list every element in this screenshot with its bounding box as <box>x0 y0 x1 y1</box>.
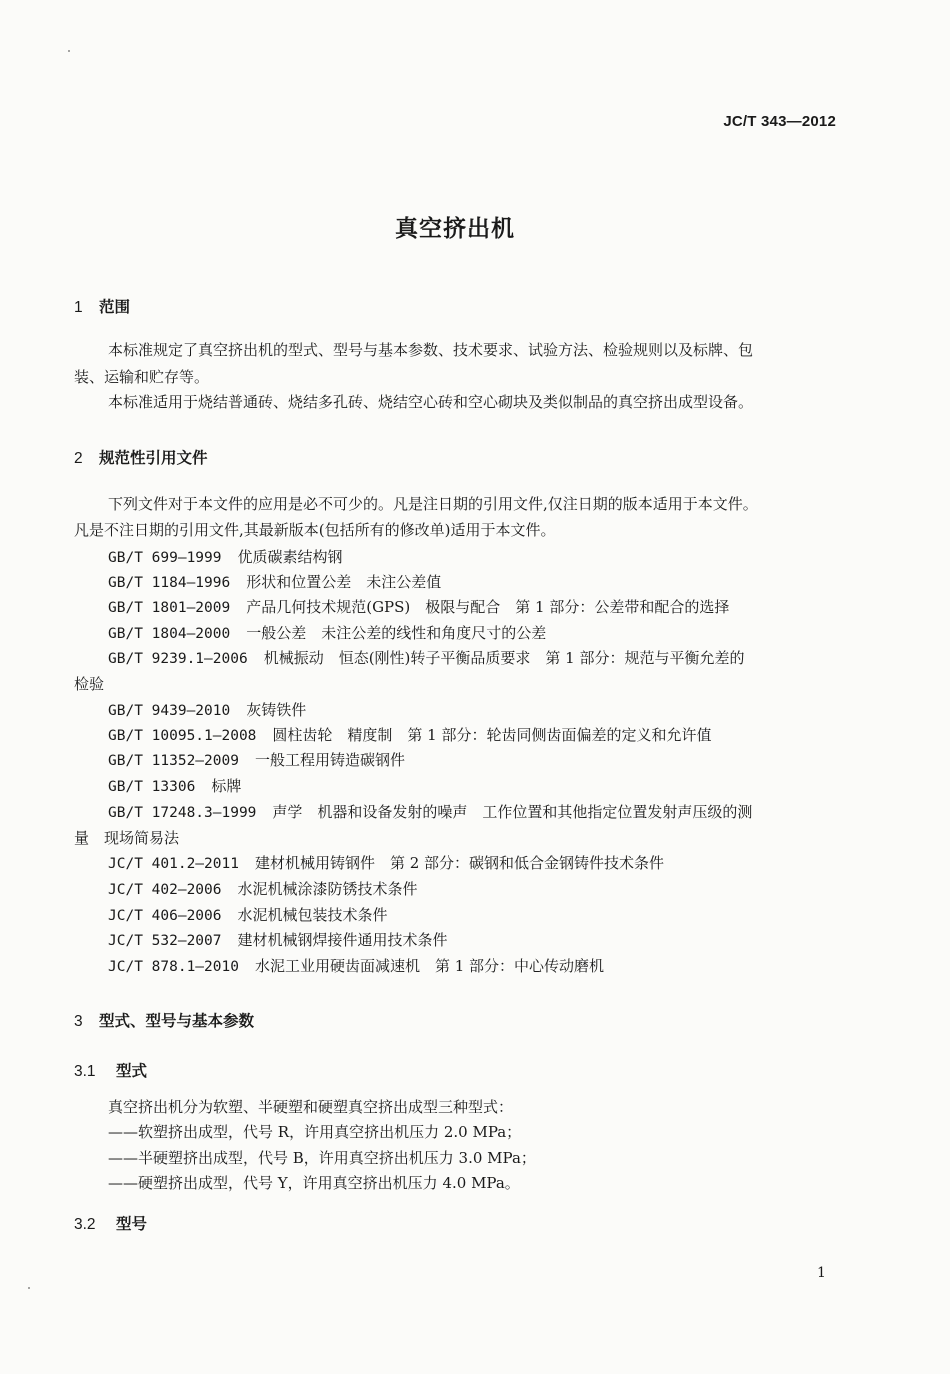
list-item: ——半硬塑挤出成型，代号 B，许用真空挤出机压力 3.0 MPa； <box>108 1149 536 1167</box>
section-title: 型式、型号与基本参数 <box>99 1011 255 1030</box>
reference-item: GB/T 10095.1—2008 圆柱齿轮 精度制 第 1 部分：轮齿同侧齿面偏差的定义和允许值 <box>108 726 712 744</box>
reference-item: GB/T 1804—2000 一般公差 未注公差的线性和角度尺寸的公差 <box>108 624 547 642</box>
list-item: ——软塑挤出成型，代号 R，许用真空挤出机压力 2.0 MPa； <box>108 1123 522 1141</box>
scan-speck <box>68 50 70 52</box>
paragraph-line: 本标准规定了真空挤出机的型式、型号与基本参数、技术要求、试验方法、检验规则以及标牌、包 <box>108 341 754 359</box>
section-number: 3 <box>74 1013 83 1030</box>
list-item: ——硬塑挤出成型，代号 Y，许用真空挤出机压力 4.0 MPa。 <box>108 1174 520 1192</box>
reference-item: GB/T 17248.3—1999 声学 机器和设备发射的噪声 工作位置和其他指定位置发射声压级的测 <box>108 803 753 821</box>
reference-item-continuation: 检验 <box>74 675 105 693</box>
reference-item: JC/T 532—2007 建材机械钢焊接件通用技术条件 <box>108 931 448 949</box>
section-number: 1 <box>74 299 83 316</box>
document-title: 真空挤出机 <box>395 215 515 242</box>
section-1-heading <box>74 295 130 317</box>
standard-code: JC/T 343—2012 <box>723 113 836 130</box>
reference-item: GB/T 1184—1996 形状和位置公差 未注公差值 <box>108 573 442 591</box>
reference-item-continuation: 量 现场简易法 <box>74 829 180 847</box>
reference-item: GB/T 11352—2009 一般工程用铸造碳钢件 <box>108 751 405 769</box>
section-number: 2 <box>74 450 83 467</box>
paragraph-line: 本标准适用于烧结普通砖、烧结多孔砖、烧结空心砖和空心砌块及类似制品的真空挤出成型设备。 <box>108 393 754 411</box>
reference-item: GB/T 9239.1—2006 机械振动 恒态(刚性)转子平衡品质要求 第 1 部分：规范与平衡允差的 <box>108 649 745 667</box>
reference-item: GB/T 699—1999 优质碳素结构钢 <box>108 548 343 566</box>
section-2-heading <box>74 446 208 468</box>
subsection-3-2-heading <box>74 1212 147 1234</box>
scan-speck <box>28 1287 30 1289</box>
reference-item: JC/T 406—2006 水泥机械包装技术条件 <box>108 906 388 924</box>
reference-item: GB/T 9439—2010 灰铸铁件 <box>108 701 307 719</box>
reference-item: JC/T 401.2—2011 建材机械用铸钢件 第 2 部分：碳钢和低合金钢铸件技术条件 <box>108 854 665 872</box>
reference-item: GB/T 13306 标牌 <box>108 777 242 795</box>
section-title: 规范性引用文件 <box>99 448 208 467</box>
subsection-number: 3.1 <box>74 1063 96 1080</box>
paragraph-line: 下列文件对于本文件的应用是必不可少的。凡是注日期的引用文件,仅注日期的版本适用于本文件。 <box>108 495 758 513</box>
page-number: 1 <box>817 1265 826 1281</box>
paragraph-line: 凡是不注日期的引用文件,其最新版本(包括所有的修改单)适用于本文件。 <box>74 521 556 539</box>
paragraph-line: 真空挤出机分为软塑、半硬塑和硬塑真空挤出成型三种型式： <box>108 1098 514 1116</box>
subsection-number: 3.2 <box>74 1216 96 1233</box>
paragraph-line: 装、运输和贮存等。 <box>74 368 210 386</box>
section-3-heading <box>74 1009 254 1031</box>
subsection-3-1-heading <box>74 1059 147 1081</box>
subsection-title: 型式 <box>116 1061 148 1080</box>
section-title: 范围 <box>99 297 131 316</box>
reference-item: JC/T 878.1—2010 水泥工业用硬齿面减速机 第 1 部分：中心传动磨机 <box>108 957 605 975</box>
subsection-title: 型号 <box>116 1214 148 1233</box>
reference-item: GB/T 1801—2009 产品几何技术规范(GPS) 极限与配合 第 1 部分：公差带和配合的选择 <box>108 598 730 616</box>
reference-item: JC/T 402—2006 水泥机械涂漆防锈技术条件 <box>108 880 418 898</box>
